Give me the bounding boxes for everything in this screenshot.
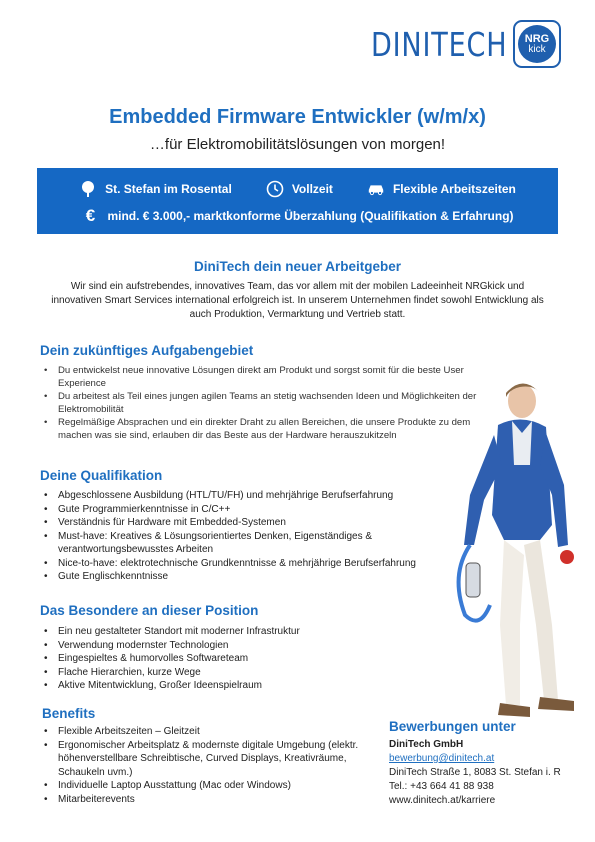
list-item: • Mitarbeiterevents — [40, 793, 370, 807]
qualification-list — [40, 489, 460, 584]
list-item: • Gute Englischkenntnisse — [40, 570, 460, 584]
intro-text: Wir sind ein aufstrebendes, innovatives Team, das vor allem mit der mobilen Ladeeinheit NRGkick und innovativen Smart Services international erfolgreich ist. In unserem Unternehmen findet sowohl Entwicklung als auch Produktion, Vermarktung und Vertrieb statt. — [51, 281, 544, 320]
benefits-title: Benefits — [42, 706, 96, 721]
list-item: • Verständnis für Hardware mit Embedded-Systemen — [40, 516, 460, 530]
location-text: St. Stefan im Rosental — [105, 182, 232, 196]
hours-item — [367, 180, 516, 198]
info-banner — [37, 168, 558, 234]
list-item: • Individuelle Laptop Ausstattung (Mac oder Windows) — [40, 779, 370, 793]
list-item: • Abgeschlossene Ausbildung (HTL/TU/FH) und mehrjährige Berufserfahrung — [40, 489, 460, 503]
list-item: • Eingespieltes & humorvolles Softwareteam — [40, 652, 430, 666]
job-title: Embedded Firmware Entwickler (w/m/x) — [109, 106, 486, 128]
clock-icon — [266, 180, 284, 198]
list-item: • Regelmäßige Absprachen und ein direkter Draht zu allen Bereichen, die unsere Produkte zu dem machen was sie sind, erlauben dir das Beste aus der Hardware herauszukitzeln — [40, 416, 480, 442]
apply-title: Bewerbungen unter — [389, 719, 516, 734]
company-name: DiniTech GmbH — [389, 739, 464, 750]
special-title: Das Besondere an dieser Position — [40, 603, 259, 618]
application-contact — [389, 720, 561, 808]
intro-title: DiniTech dein neuer Arbeitgeber — [193, 259, 402, 274]
logo-wordmark: DINITECH — [370, 24, 507, 64]
salary-text: mind. € 3.000,- marktkonforme Überzahlung (Qualifikation & Erfahrung) — [107, 209, 514, 223]
list-item: • Flexible Arbeitszeiten – Gleitzeit — [40, 725, 370, 739]
tasks-title: Dein zukünftiges Aufgabengebiet — [40, 343, 254, 358]
list-item: • Flache Hierarchien, kurze Wege — [40, 666, 430, 680]
euro-icon: € — [85, 206, 96, 225]
list-item: • Nice-to-have: elektrotechnische Grundkenntnisse & mehrjährige Berufserfahrung — [40, 557, 460, 571]
list-item: • Du arbeitest als Teil eines jungen agilen Teams an stetig wachsenden Ideen und Möglichkeiten der Elektromobilität — [40, 390, 480, 416]
list-item: • Verwendung modernster Technologien — [40, 639, 430, 653]
tree-icon — [79, 180, 97, 198]
special-list — [40, 625, 430, 693]
list-item: • Must-have: Kreatives & Lösungsorientiertes Denken, Eigenständiges & verantwortungsbewusstes Arbeiten — [40, 530, 460, 557]
list-item: • Gute Programmierkenntnisse in C/C++ — [40, 503, 460, 517]
list-item: • Ergonomischer Arbeitsplatz & modernste digitale Umgebung (elektr. höhenverstellbare Schreibtische, Curved Displays, Kreativräume, Schaukeln uvm.) — [40, 739, 370, 780]
company-logo — [341, 20, 561, 68]
location-item — [79, 180, 232, 198]
list-item: • Du entwickelst neue innovative Lösungen direkt am Produkt und sorgst somit für die beste User Experience — [40, 364, 480, 390]
car-icon — [367, 180, 385, 198]
address-text: DiniTech Straße 1, 8083 St. Stefan i. R — [389, 767, 561, 778]
nrgkick-badge-icon: NRG kick — [513, 20, 561, 68]
website-link[interactable]: www.dinitech.at/karriere — [389, 795, 496, 806]
email-link[interactable]: bewerbung@dinitech.at — [389, 753, 495, 764]
time-item — [266, 180, 333, 198]
time-text: Vollzeit — [291, 182, 333, 196]
phone-text: Tel.: +43 664 41 88 938 — [389, 781, 494, 792]
benefits-list — [40, 725, 370, 806]
list-item: • Ein neu gestalteter Standort mit moderner Infrastruktur — [40, 625, 430, 639]
hours-text: Flexible Arbeitszeiten — [392, 182, 516, 196]
job-subtitle: …für Elektromobilitätslösungen von morgen! — [149, 136, 446, 153]
list-item: • Aktive Mitentwicklung, Großer Ideenspielraum — [40, 679, 430, 693]
tasks-list — [40, 364, 480, 442]
qualification-title: Deine Qualifikation — [40, 468, 163, 483]
